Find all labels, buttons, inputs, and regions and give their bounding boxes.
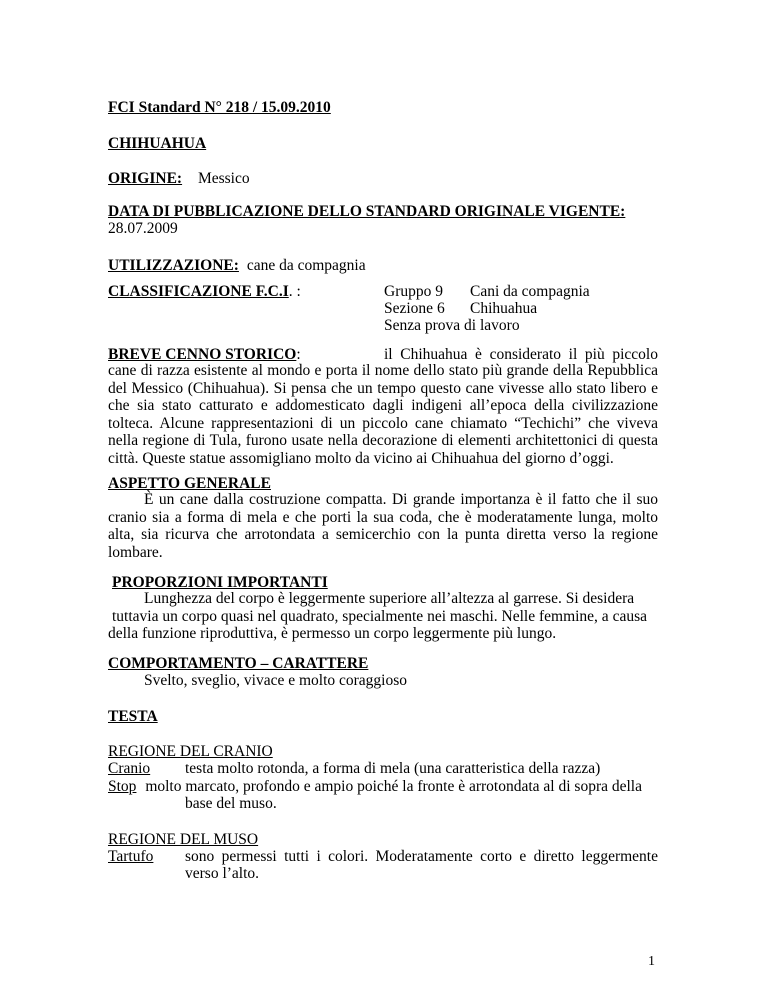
- history-line: che sia stato catturato e addomesticato dagli indigeni all’epoca della civilizzazione: [108, 397, 658, 414]
- proportions-body: [108, 590, 658, 643]
- origin-row: [108, 169, 250, 188]
- history-line: nella regione di Tula, furono usate nella decorazione di elementi architettonici di questa: [108, 432, 658, 449]
- classification-label: CLASSIFICAZIONE F.C.I: [108, 283, 289, 300]
- stop-label: Stop: [108, 778, 137, 795]
- proportions-line: della funzione riproduttiva, è permesso un corpo leggermente più lungo.: [108, 625, 557, 642]
- general-appearance-heading: ASPETTO GENERALE: [108, 475, 271, 492]
- proportions-heading: PROPORZIONI IMPORTANTI: [112, 574, 328, 591]
- history-line: città. Queste statue assomigliano molto da vicino ai Chihuahua del giorno d’oggi.: [108, 449, 614, 467]
- appearance-line: cranio sia a forma di mela e che porti la sua coda, che è moderatamente lunga, molto: [108, 508, 658, 526]
- appearance-line: È un cane dalla costruzione compatta. Di grande importanza è il fatto che il suo: [144, 491, 658, 508]
- classification-label-row: [108, 282, 301, 301]
- usage-value: cane da compagnia: [246, 257, 366, 274]
- section-value: Chihuahua: [470, 300, 538, 317]
- behaviour-heading: COMPORTAMENTO – CARATTERE: [108, 655, 369, 672]
- classification-trial: Senza prova di lavoro: [384, 317, 520, 334]
- proportions-line: Lunghezza del corpo è leggermente superiore all’altezza al garrese. Si desidera: [144, 590, 635, 607]
- publication-date: 28.07.2009: [108, 220, 178, 237]
- skull-text: testa molto rotonda, a forma di mela (una caratteristica della razza): [185, 760, 601, 777]
- breed-title: CHIHUAHUA: [108, 135, 207, 152]
- nose-label: Tartufo: [108, 848, 154, 865]
- proportions-line: tuttavia un corpo quasi nel quadrato, specialmente nei maschi. Nelle femmine, a causa: [112, 607, 647, 625]
- history-line: tolteca. Alcune rappresentazioni di un piccolo cane chiamato “Techichi” che viveva: [108, 414, 658, 432]
- skull-row: [108, 759, 150, 778]
- general-appearance-body: [108, 491, 658, 561]
- history-body: [108, 362, 658, 467]
- appearance-line: alta, sia ricurva che arrotondata a semicerchio con la punta diretta verso la regione: [108, 526, 658, 543]
- classification-suffix: . :: [288, 283, 301, 300]
- group-label: Gruppo 9: [384, 283, 443, 300]
- appearance-line: lombare.: [108, 543, 163, 561]
- history-colon: :: [296, 346, 301, 363]
- behaviour-text: Svelto, sveglio, vivace e molto coraggioso: [144, 672, 408, 689]
- cranial-region-heading: REGIONE DEL CRANIO: [108, 743, 273, 760]
- section-label: Sezione 6: [384, 300, 445, 317]
- origin-value: Messico: [197, 170, 250, 187]
- usage-row: [108, 256, 366, 275]
- page-number: 1: [648, 954, 655, 969]
- history-line: cane di razza esistente al mondo e porta il nome dello stato più grande della Repubblica: [108, 362, 658, 379]
- origin-label: ORIGINE:: [108, 170, 183, 187]
- history-first-line: il Chihuahua è considerato il più piccolo: [384, 346, 658, 363]
- nose-text: sono permessi tutti i colori. Moderatamente corto e diretto leggermente: [185, 848, 658, 865]
- skull-label: Cranio: [108, 760, 151, 777]
- stop-text: molto marcato, profondo e ampio poiché la fronte è arrotondata al di sopra della: [145, 778, 642, 795]
- history-label: BREVE CENNO STORICO: [108, 346, 297, 363]
- group-value: Cani da compagnia: [470, 283, 590, 300]
- head-heading: TESTA: [108, 708, 158, 725]
- fci-standard-title: FCI Standard N° 218 / 15.09.2010: [108, 99, 331, 116]
- history-line: del Messico (Chihuahua). Si pensa che un tempo questo cane vivesse allo stato libero e: [108, 379, 658, 397]
- stop-text-cont: base del muso.: [185, 795, 277, 812]
- usage-label: UTILIZZAZIONE:: [108, 257, 239, 274]
- nose-text-cont: verso l’alto.: [185, 865, 260, 882]
- facial-region-heading: REGIONE DEL MUSO: [108, 831, 259, 848]
- publication-label: DATA DI PUBBLICAZIONE DELLO STANDARD ORIGINALE VIGENTE:: [108, 203, 626, 220]
